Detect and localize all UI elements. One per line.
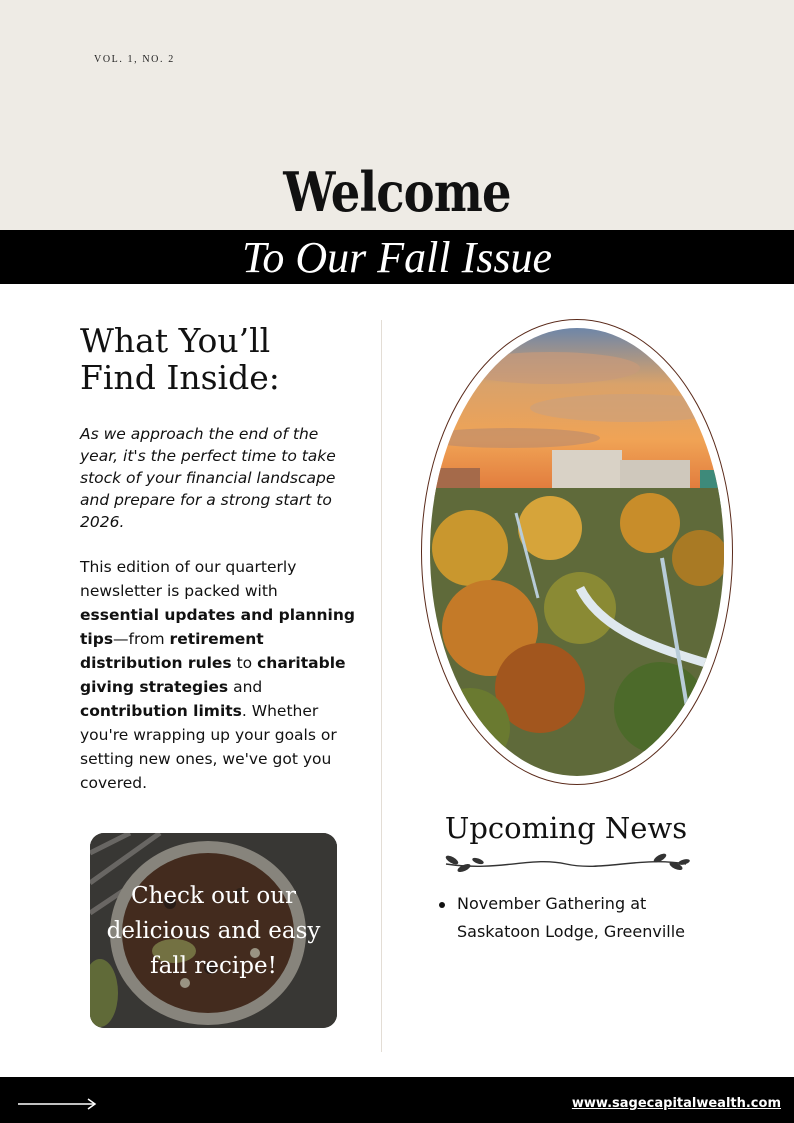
body-text: —from — [113, 630, 170, 648]
body-text: to — [231, 654, 258, 672]
recipe-card[interactable] — [90, 833, 337, 1028]
bullet-icon — [439, 902, 445, 908]
body-highlight: charitable giving strategies — [80, 654, 346, 696]
recipe-line-3: fall recipe! — [150, 953, 277, 979]
intro-paragraph: As we approach the end of the year, it's the perfect time to take stock of your financial landscape and prepare for a strong start to 2026. — [80, 425, 336, 531]
body-paragraph — [80, 555, 358, 795]
body-highlight: contribution limits — [80, 702, 242, 720]
tree — [432, 510, 508, 586]
news-list — [437, 890, 727, 946]
page-subtitle: To Our Fall Issue — [241, 233, 553, 282]
flourish-leaf — [472, 857, 485, 866]
upcoming-news-title: Upcoming News — [444, 811, 688, 845]
body-text: This edition of our quarterly newsletter is packed with — [80, 558, 297, 600]
arrow-right-icon[interactable] — [18, 1098, 98, 1110]
news-item-line-2: Saskatoon Lodge, Greenville — [457, 922, 686, 941]
recipe-caption — [90, 879, 337, 984]
column-divider — [381, 320, 382, 1052]
tree — [518, 496, 582, 560]
body-highlight: retirement distribution rules — [80, 630, 264, 672]
recipe-line-2: delicious and easy — [106, 918, 321, 944]
volume-label: VOL. 1, NO. 2 — [94, 54, 175, 65]
website-link[interactable]: www.sagecapitalwealth.com — [571, 1096, 781, 1111]
flourish-leaf — [456, 862, 471, 873]
flourish-divider-icon — [440, 852, 692, 874]
tree — [544, 572, 616, 644]
recipe-line-1: Check out our — [130, 883, 297, 909]
page-title: Welcome — [283, 160, 511, 224]
tree — [620, 493, 680, 553]
body-highlight: essential updates and planning tips — [80, 606, 355, 648]
tree — [430, 688, 510, 768]
news-item-line-1: November Gathering at — [457, 894, 647, 913]
inside-title-line-1: What You’ll — [80, 321, 271, 360]
body-text: and — [228, 678, 263, 696]
fall-cityscape-photo — [430, 328, 724, 776]
inside-title-line-2: Find Inside: — [80, 358, 280, 397]
section-title-inside — [80, 322, 360, 396]
photo-illustration — [430, 328, 724, 776]
body-text: . Whether you're wrapping up your goals or setting new ones, we've got you covered. — [80, 702, 337, 792]
news-item — [437, 890, 727, 946]
